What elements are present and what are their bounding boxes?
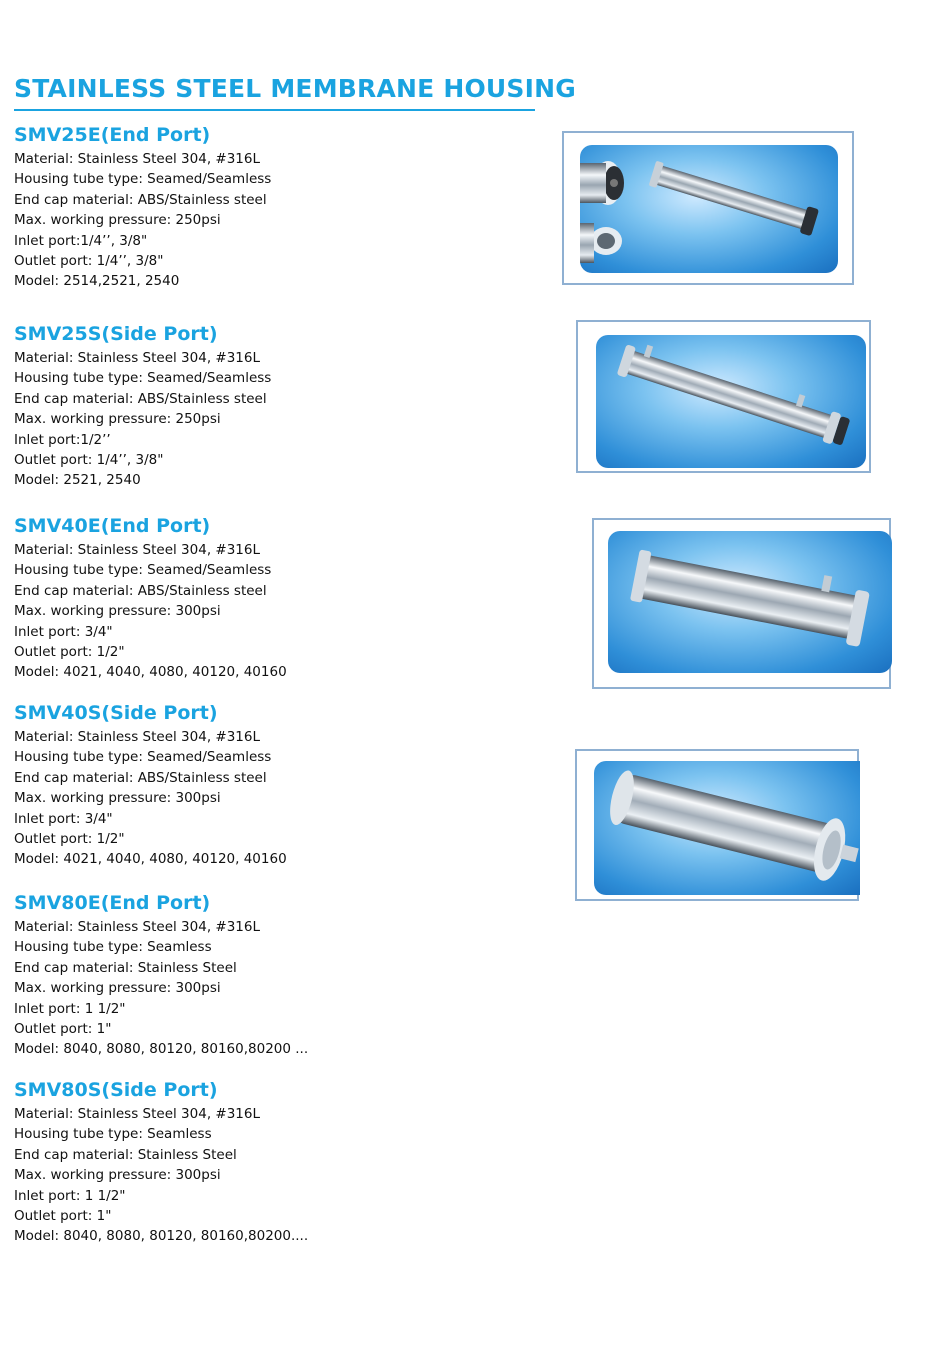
product-name: SMV80E(End Port) (14, 892, 211, 914)
spec-material: Material: Stainless Steel 304, #316L (14, 729, 261, 745)
spec-outlet: Outlet port: 1/4’’, 3/8" (14, 253, 164, 270)
spec-material: Material: Stainless Steel 304, #316L (14, 1106, 261, 1122)
spec-outlet: Outlet port: 1/4’’, 3/8" (14, 452, 164, 469)
spec-pressure: Max. working pressure: 300psi (14, 603, 221, 620)
product-photo-frame (575, 749, 859, 901)
spec-inlet: Inlet port: 3/4" (14, 810, 113, 827)
housing-photo-smv40e (608, 531, 892, 673)
spec-tube-type: Housing tube type: Seamed/Seamless (14, 749, 272, 766)
spec-model: Model: 8040, 8080, 80120, 80160,80200.... (14, 1228, 309, 1245)
spec-model: Model: 4021, 4040, 4080, 40120, 40160 (14, 664, 287, 681)
spec-tube-type: Housing tube type: Seamed/Seamless (14, 171, 272, 188)
spec-model: Model: 2514,2521, 2540 (14, 273, 180, 290)
spec-pressure: Max. working pressure: 300psi (14, 1167, 221, 1184)
product-smv25s (14, 323, 271, 491)
spec-inlet: Inlet port: 1 1/2" (14, 1000, 126, 1017)
spec-inlet: Inlet port: 3/4" (14, 623, 113, 640)
spec-end-cap: End cap material: ABS/Stainless steel (14, 390, 267, 407)
spec-end-cap: End cap material: ABS/Stainless steel (14, 191, 267, 208)
spec-tube-type: Housing tube type: Seamed/Seamless (14, 562, 272, 579)
product-name: SMV80S(Side Port) (14, 1079, 218, 1101)
spec-material: Material: Stainless Steel 304, #316L (14, 151, 261, 167)
spec-end-cap: End cap material: Stainless Steel (14, 1146, 237, 1163)
page-title: STAINLESS STEEL MEMBRANE HOUSING (14, 74, 576, 103)
spec-model: Model: 4021, 4040, 4080, 40120, 40160 (14, 851, 287, 868)
spec-end-cap: End cap material: Stainless Steel (14, 959, 237, 976)
spec-pressure: Max. working pressure: 250psi (14, 411, 221, 428)
spec-outlet: Outlet port: 1" (14, 1021, 112, 1038)
spec-pressure: Max. working pressure: 250psi (14, 212, 221, 229)
spec-tube-type: Housing tube type: Seamless (14, 939, 212, 956)
spec-pressure: Max. working pressure: 300psi (14, 790, 221, 807)
spec-outlet: Outlet port: 1/2" (14, 644, 125, 661)
product-photo-frame (592, 518, 891, 689)
spec-inlet: Inlet port: 1 1/2" (14, 1187, 126, 1204)
spec-material: Material: Stainless Steel 304, #316L (14, 919, 261, 935)
product-name: SMV40E(End Port) (14, 515, 211, 537)
spec-end-cap: End cap material: ABS/Stainless steel (14, 582, 267, 599)
spec-tube-type: Housing tube type: Seamed/Seamless (14, 370, 272, 387)
spec-outlet: Outlet port: 1" (14, 1208, 112, 1225)
product-photo-frame (562, 131, 854, 285)
spec-model: Model: 2521, 2540 (14, 472, 141, 489)
product-photo-frame (576, 320, 871, 473)
housing-photo-smv40s (594, 761, 860, 895)
product-smv80s (14, 1079, 308, 1247)
spec-pressure: Max. working pressure: 300psi (14, 980, 221, 997)
product-smv80e (14, 892, 308, 1060)
title-underline (14, 109, 535, 111)
product-name: SMV25E(End Port) (14, 124, 211, 146)
spec-outlet: Outlet port: 1/2" (14, 831, 125, 848)
product-smv40e (14, 515, 287, 683)
spec-material: Material: Stainless Steel 304, #316L (14, 350, 261, 366)
housing-photo-smv25s (596, 335, 866, 468)
product-name: SMV40S(Side Port) (14, 702, 218, 724)
product-smv40s (14, 702, 287, 870)
spec-model: Model: 8040, 8080, 80120, 80160,80200 ... (14, 1041, 309, 1058)
housing-photo-smv25e (580, 145, 838, 273)
spec-material: Material: Stainless Steel 304, #316L (14, 542, 261, 558)
product-smv25e (14, 124, 271, 292)
spec-tube-type: Housing tube type: Seamless (14, 1126, 212, 1143)
spec-end-cap: End cap material: ABS/Stainless steel (14, 769, 267, 786)
spec-inlet: Inlet port:1/4’’, 3/8" (14, 232, 148, 249)
product-name: SMV25S(Side Port) (14, 323, 218, 345)
spec-inlet: Inlet port:1/2’’ (14, 431, 111, 448)
